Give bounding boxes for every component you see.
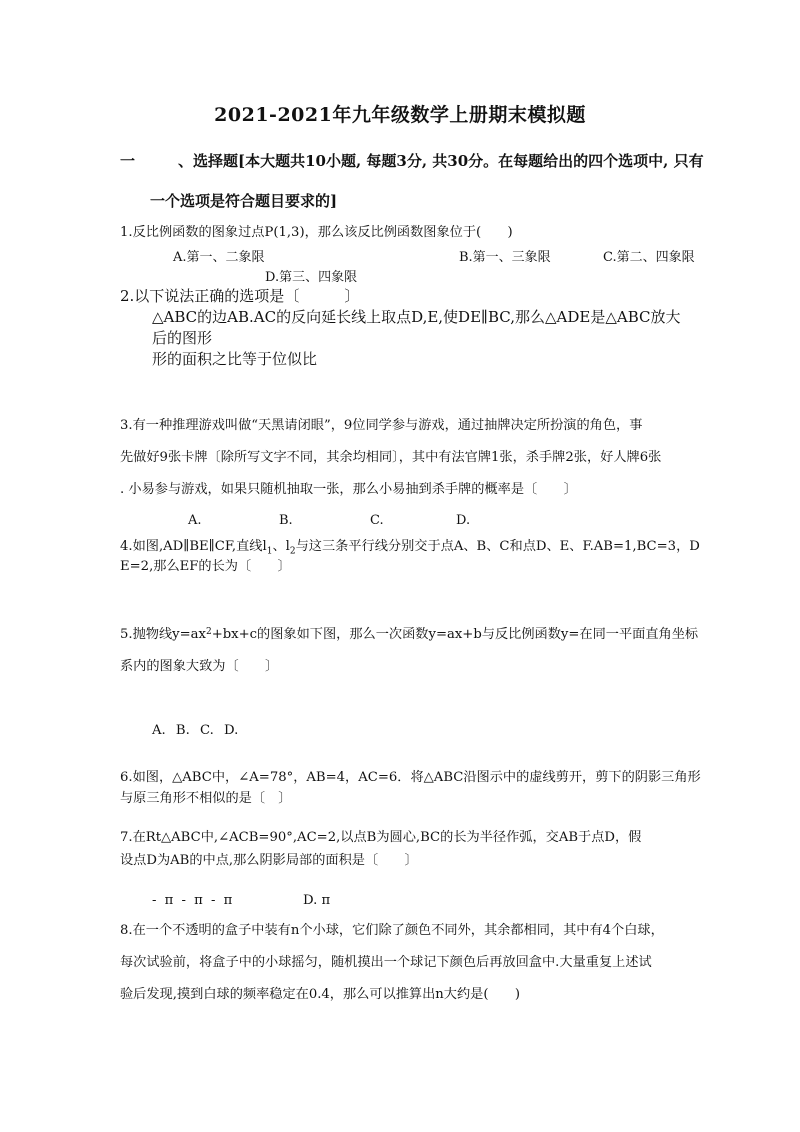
section-number: 一 — [120, 152, 136, 170]
q4-line2: E=2,那么EF的长为〔 〕 — [120, 559, 291, 574]
q7-option-d: D. π — [303, 893, 331, 908]
q1-option-c: C.第二、四象限 — [603, 250, 695, 265]
q5-line1: 5.抛物线$y=ax^2+bx+c$的图象如下图，那么一次函数y=ax+b与反比例函数y=在同一平面直角坐标 — [120, 627, 699, 642]
q1-option-a: A.第一、二象限 — [173, 250, 265, 265]
q8-line2: 每次试验前，将盒子中的小球摇匀，随机摸出一个球记下颜色后再放回盒中.大量重复上述试 — [120, 955, 652, 970]
q7-line1: 7.在Rt△ABC中,∠ACB=90°,AC=2,以点B为圆心,BC的长为半径作弧，交AB于点D，假 — [120, 830, 642, 845]
q5-options: A. B. C. D. — [152, 723, 239, 738]
q7-line2: 设点D为AB的中点,那么阴影局部的面积是〔 〕 — [120, 853, 418, 868]
q2-stem: 2.以下说法正确的选项是〔 〕 — [120, 287, 360, 305]
q2-line1: △ABC的边AB.AC的反向延长线上取点D,E,使DE∥BC,那么△ADE是△ABC放大 — [152, 308, 681, 326]
section-header-line1: 、选择题[本大题共10小题, 每题3分, 共30分。在每题给出的四个选项中, 只有 — [178, 152, 704, 170]
exam-title: 2021-2021年九年级数学上册期末模拟题 — [214, 104, 586, 126]
q6-line2: 与原三角形不相似的是〔 〕 — [120, 791, 292, 806]
q3-line1: 3.有一种推理游戏叫做“天黑请闭眼”，9位同学参与游戏，通过抽牌决定所扮演的角色，事 — [120, 418, 643, 433]
q3-option-a: A. — [188, 513, 202, 528]
q8-line3: 验后发现,摸到白球的频率稳定在0.4，那么可以推算出n大约是( ) — [120, 987, 521, 1002]
q3-option-b: B. — [279, 513, 293, 528]
q7-options-abc: - π - π - π — [152, 893, 233, 908]
section-header-line2: 一个选项是符合题目要求的] — [150, 192, 338, 210]
q2-line3: 形的面积之比等于位似比 — [152, 350, 318, 368]
q6-line1: 6.如图，△ABC中，∠A=78°，AB=4，AC=6．将△ABC沿图示中的虚线剪开，剪下的阴影三角形 — [120, 770, 701, 785]
q1-option-b: B.第一、三象限 — [459, 250, 551, 265]
q3-line3: . 小易参与游戏，如果只随机抽取一张，那么小易抽到杀手牌的概率是〔 〕 — [120, 482, 577, 497]
q4-line1: 4.如图,AD∥BE∥CF,直线$l_1$、$l_2$与这三条平行线分别交于点A、B、C和点D、E、F.AB=1,BC=3，D — [120, 539, 700, 557]
q3-option-d: D. — [456, 513, 471, 528]
q2-line2: 后的图形 — [152, 329, 213, 347]
q1-option-d: D.第三、四象限 — [265, 270, 358, 285]
q3-line2: 先做好9张卡牌〔除所写文字不同，其余均相同〕，其中有法官牌1张，杀手牌2张，好人牌6张 — [120, 450, 662, 465]
q1-stem: 1.反比例函数的图象过点P(1,3)，那么该反比例函数图象位于( ) — [120, 225, 513, 240]
q3-option-c: C. — [370, 513, 384, 528]
q8-line1: 8.在一个不透明的盒子中装有n个小球，它们除了颜色不同外，其余都相同，其中有4个白球， — [120, 923, 664, 938]
q5-line2: 系内的图象大致为〔 〕 — [120, 659, 279, 674]
